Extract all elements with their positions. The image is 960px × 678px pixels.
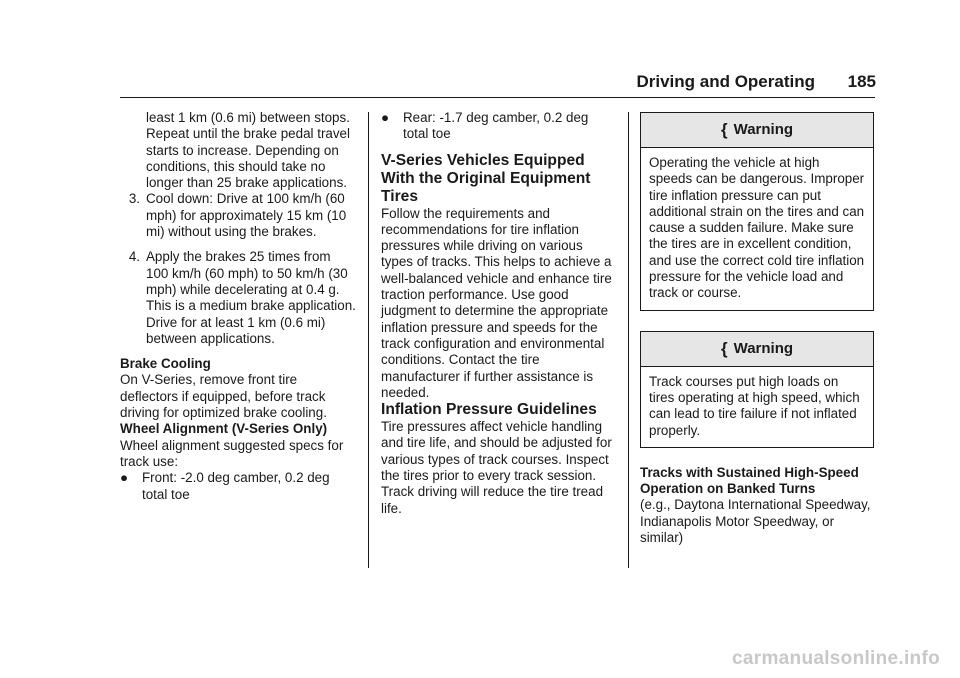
- warning-box: [640, 112, 874, 311]
- list-item: [381, 110, 617, 143]
- column-divider-right: [628, 112, 629, 568]
- wheel-alignment-heading: Wheel Alignment (V-Series Only): [120, 421, 328, 437]
- banked-turns-heading: Tracks with Sustained High-Speed Operation on Banked Turns: [640, 464, 859, 497]
- column-3: [640, 112, 876, 546]
- warning-title: Warning: [733, 339, 794, 357]
- step-number: 3.: [128, 191, 140, 207]
- warning-text: Operating the vehicle at high speeds can be dangerous. Improper tire inflation pressure can put additional strain on the tires and can cause a sudden failure. Make sure the tires are in excellent condition, and use the correct cold tire inflation pressure for the vehicle load and track or course.: [649, 155, 865, 301]
- brake-cooling-text: On V-Series, remove front tire deflectors if equipped, before track driving for optimized brake cooling.: [120, 372, 327, 421]
- rear-spec: Rear: -1.7 deg camber, 0.2 deg total toe: [403, 110, 589, 142]
- section-title: Driving and Operating: [636, 72, 815, 91]
- column-1: [120, 110, 356, 512]
- brake-cooling-heading: Brake Cooling: [120, 356, 211, 372]
- bullet-icon: ●: [381, 110, 390, 125]
- step-continuation: least 1 km (0.6 mi) between stops. Repeat until the brake pedal travel starts to increase. Depending on conditions, this should take no longer than 25 brake applications.: [146, 110, 350, 191]
- warning-icon: {: [720, 119, 728, 139]
- column-divider-left: [368, 112, 369, 568]
- step-number: 4.: [128, 249, 140, 265]
- list-item: [120, 191, 356, 240]
- list-item: [120, 249, 356, 347]
- step-text: Apply the brakes 25 times from 100 km/h (60 mph) to 50 km/h (30 mph) while decelerating at 0.4 g. This is a medium brake application. Drive for at least 1 km (0.6 mi) between applications.: [146, 249, 356, 346]
- page-number: 185: [847, 72, 876, 91]
- inflation-heading: Inflation Pressure Guidelines: [381, 401, 597, 419]
- bullet-icon: ●: [120, 470, 129, 486]
- warning-box: [640, 331, 874, 448]
- front-spec: Front: -2.0 deg camber, 0.2 deg total toe: [142, 470, 330, 502]
- step-text: Cool down: Drive at 100 km/h (60 mph) for approximately 15 km (10 mi) without using the brakes.: [146, 191, 347, 240]
- list-item: [120, 470, 356, 503]
- vseries-heading: V-Series Vehicles Equipped With the Original Equipment Tires: [381, 151, 591, 205]
- banked-turns-text: (e.g., Daytona International Speedway, Indianapolis Motor Speedway, or similar): [640, 497, 871, 546]
- warning-header: [641, 113, 873, 148]
- warning-header: [641, 332, 873, 367]
- warning-title: Warning: [733, 120, 794, 138]
- watermark: carmanualsonline.info: [732, 648, 940, 669]
- warning-icon: {: [720, 338, 728, 358]
- wheel-alignment-text: Wheel alignment suggested specs for track use:: [120, 437, 344, 469]
- inflation-text: Tire pressures affect vehicle handling and tire life, and should be adjusted for various types of track courses. Inspect the tires prior to every track session. Track driving will reduce the tire tread life.: [381, 419, 612, 516]
- vseries-text: Follow the requirements and recommendations for tire inflation pressures while driving on various types of tracks. This helps to achieve a well-balanced vehicle and enhance tire traction performance. Use good judgment to determine the appropriate inflation pressure and speeds for the track configuration and environmental conditions. Contact the tire manufacturer if further assistance is needed.: [381, 205, 612, 400]
- header-rule: [120, 97, 875, 98]
- warning-text: Track courses put high loads on tires operating at high speed, which can lead to tire failure if not inflated properly.: [649, 373, 860, 438]
- column-2: [381, 110, 617, 517]
